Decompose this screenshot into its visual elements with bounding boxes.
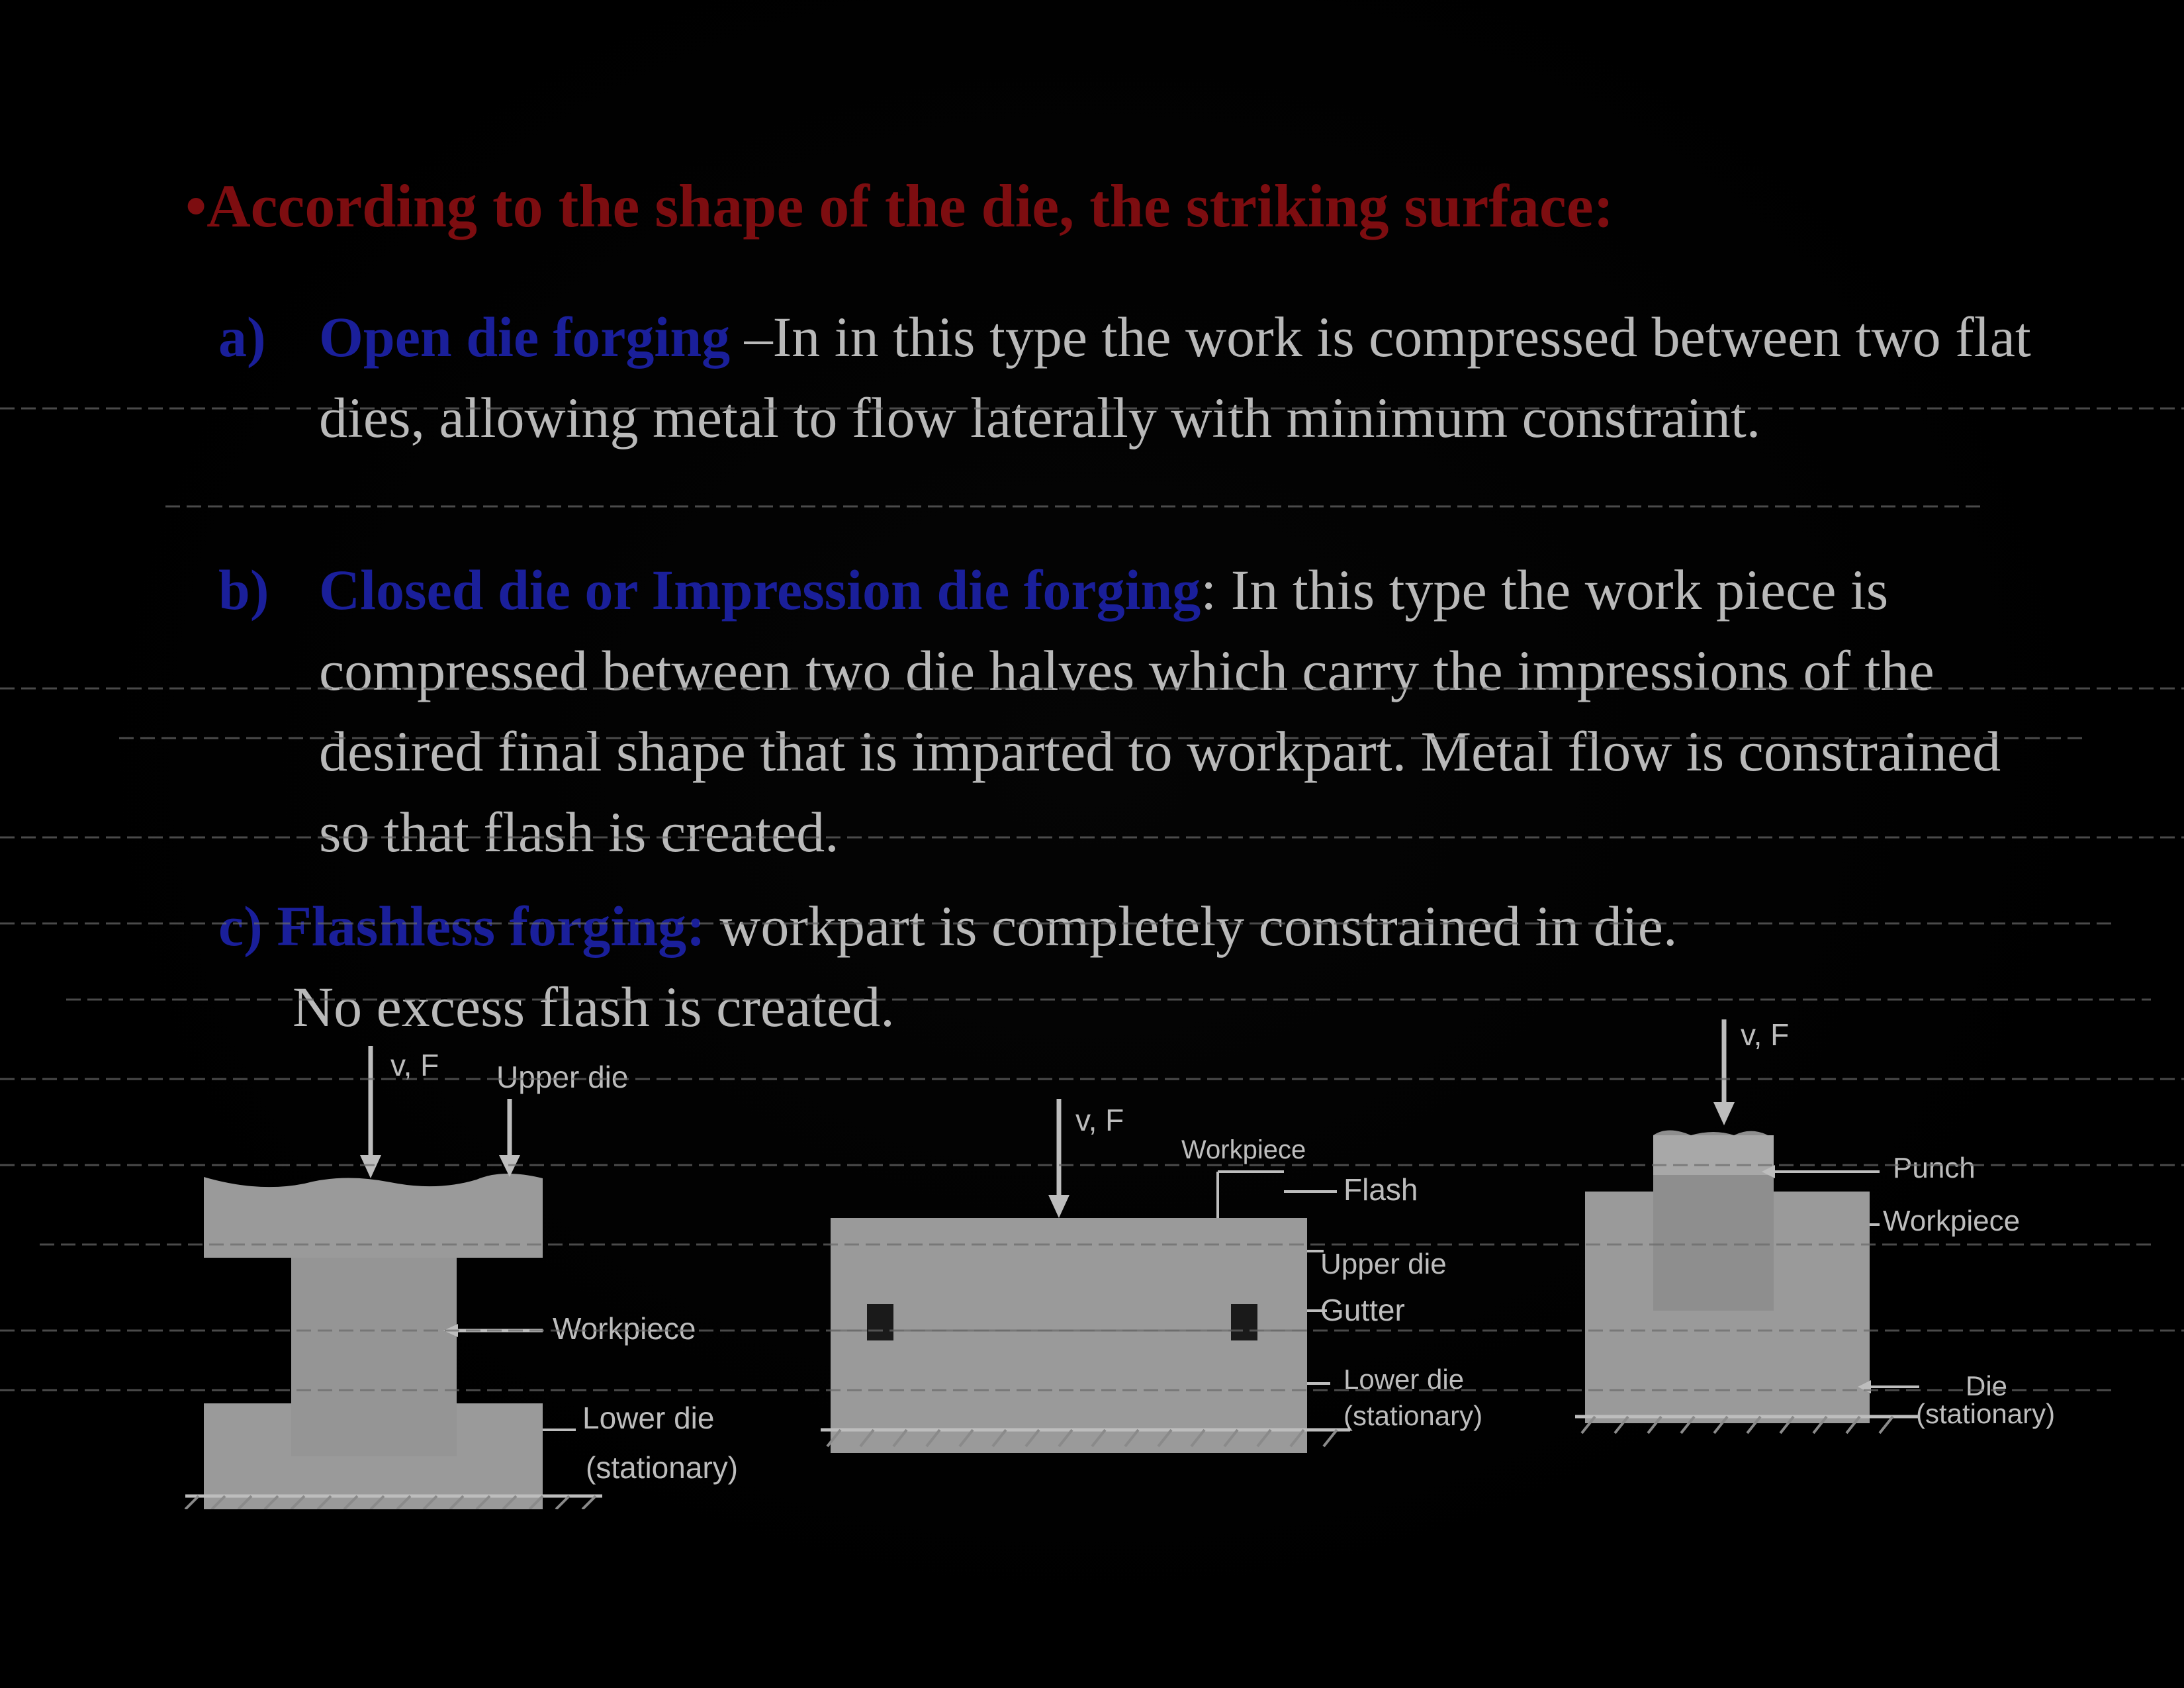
item-marker: b) xyxy=(218,558,269,622)
force-label: v, F xyxy=(390,1048,439,1082)
item-marker: a) xyxy=(218,305,266,369)
lower-die-note: (stationary) xyxy=(1343,1400,1483,1431)
lower-die-label: Lower die xyxy=(1343,1364,1465,1395)
item-term: Flashless forging: xyxy=(277,894,705,958)
item-body xyxy=(319,297,2040,458)
figure-open-die xyxy=(172,1033,834,1509)
upper-die-label: Upper die xyxy=(1320,1248,1447,1280)
lower-die-label: Lower die xyxy=(582,1401,715,1435)
workpiece-label: Workpiece xyxy=(1883,1205,2021,1237)
gutter-label: Gutter xyxy=(1320,1293,1405,1327)
die-label: Die xyxy=(1966,1370,2008,1401)
item-text: –In in this type the work is compressed between two flat dies, allowing metal to flow laterally with minimum constraint. xyxy=(319,305,2031,449)
figure-impression-die xyxy=(821,1086,1562,1456)
item-text: : In this type the work piece is compressed between two die halves which carry the impressions of the desired final shape that is imparted to workpart. Metal flow is constrained so that flash is created. xyxy=(319,558,2001,864)
slide-heading: •According to the shape of the die, the striking surface: xyxy=(185,172,1614,240)
force-label: v, F xyxy=(1075,1103,1124,1137)
item-text-continued: No excess flash is created. xyxy=(293,975,895,1039)
flash-label: Flash xyxy=(1343,1172,1418,1207)
item-term: Closed die or Impression die forging xyxy=(319,558,1201,622)
upper-die-label: Upper die xyxy=(496,1060,629,1094)
item-body xyxy=(319,549,2040,872)
workpiece-label: Workpiece xyxy=(553,1311,696,1346)
flashless-drawing xyxy=(1575,1006,2105,1456)
workpiece-label: Workpiece xyxy=(1181,1135,1306,1164)
lower-die-note: (stationary) xyxy=(586,1450,739,1485)
item-text: workpart is completely constrained in die. xyxy=(705,894,1678,958)
punch-label: Punch xyxy=(1893,1152,1976,1184)
open-die-drawing xyxy=(172,1033,834,1509)
figure-flashless xyxy=(1575,1006,2105,1456)
item-term: Open die forging xyxy=(319,305,731,369)
force-label: v, F xyxy=(1741,1017,1790,1052)
item-marker: c) xyxy=(218,894,263,958)
die-note: (stationary) xyxy=(1916,1398,2056,1429)
